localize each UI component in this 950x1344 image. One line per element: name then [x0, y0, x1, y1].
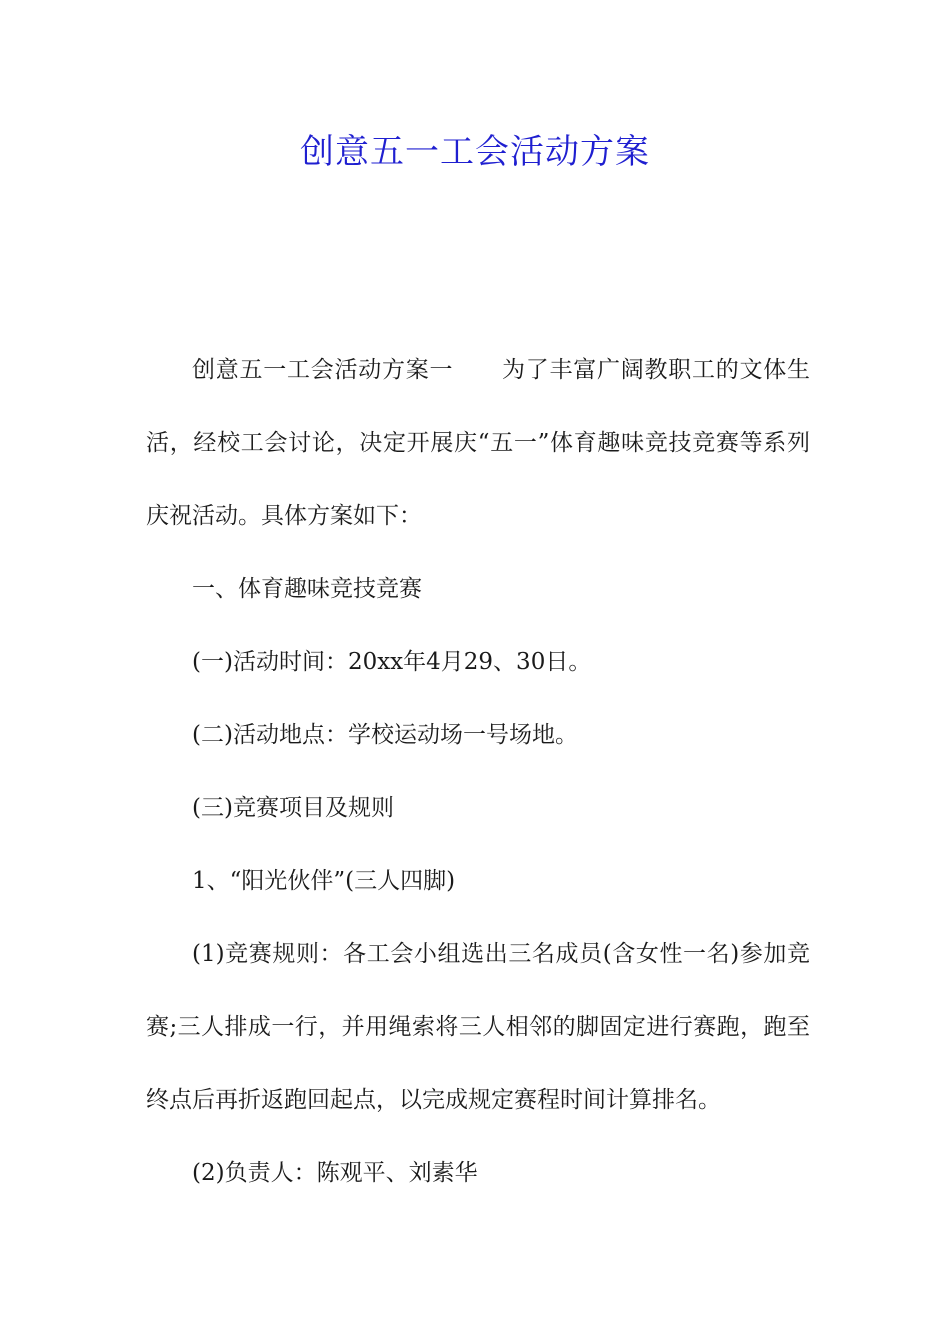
activity-location: (二)活动地点：学校运动场一号场地。 [192, 722, 578, 748]
intro-text: 为了丰富广阔教职工的文体生活，经校工会讨论，决定开展庆“五一”体育趣味竞技竞赛等系列庆祝活动。具体方案如下： [146, 357, 810, 529]
item-sunshine-partners: 1、“阳光伙伴”(三人四脚) [192, 868, 456, 894]
persons-in-charge: (2)负责人：陈观平、刘素华 [192, 1160, 478, 1186]
section-heading-sports: 一、体育趣味竞技竞赛 [192, 576, 422, 602]
document-title: 创意五一工会活动方案 [300, 132, 650, 172]
competition-items-heading: (三)竞赛项目及规则 [192, 795, 394, 821]
competition-rules: (1)竞赛规则：各工会小组选出三名成员(含女性一名)参加竞赛;三人排成一行，并用绳索将三人相邻的脚固定进行赛跑，跑至终点后再折返跑回起点，以完成规定赛程时间计算排名。 [146, 941, 810, 1113]
activity-time: (一)活动时间：20xx年4月29、30日。 [192, 649, 592, 675]
intro-paragraph [146, 334, 810, 553]
document-body [146, 334, 810, 1210]
intro-heading: 创意五一工会活动方案一 [192, 357, 454, 383]
